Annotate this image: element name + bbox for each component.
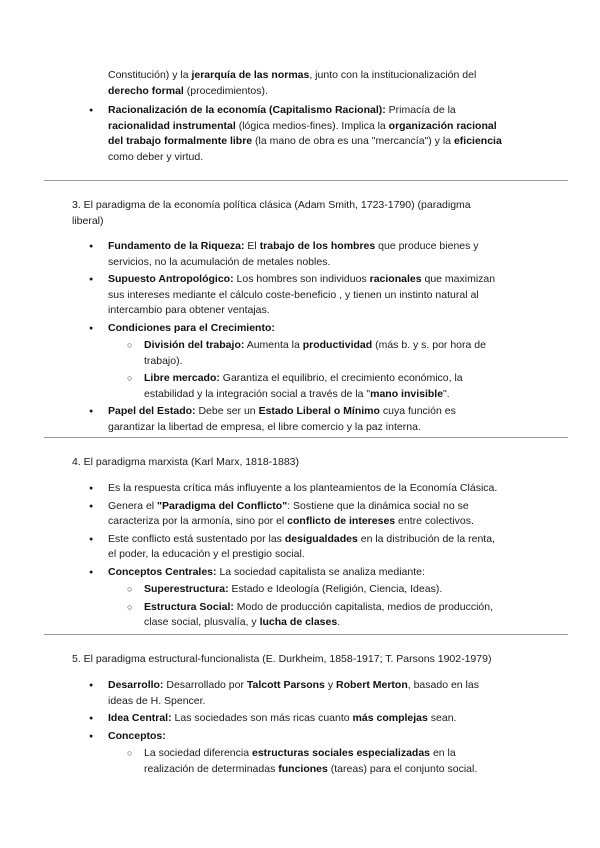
sub-bullet-item <box>144 371 520 402</box>
text: en la <box>430 747 456 759</box>
text: , basado en las <box>407 679 479 691</box>
bold-text: productividad <box>302 339 373 351</box>
bold-text: derecho formal <box>108 84 184 97</box>
text: ". <box>443 387 450 400</box>
text: La sociedad capitalista se analiza mediante: <box>216 565 425 578</box>
bold-text: Conceptos: <box>108 729 166 742</box>
text: sus intereses mediante el cálculo coste-beneficio , y tienen un instinto natural al <box>108 288 479 301</box>
section-3-heading <box>72 198 528 229</box>
text: Estado e Ideología (Religión, Ciencia, Ideas). <box>228 583 443 595</box>
text: sean. <box>427 712 457 724</box>
bold-text: conflicto de intereses <box>287 515 396 527</box>
bold-text: "Paradigma del Conflicto" <box>157 499 288 512</box>
bold-text: racionales <box>369 273 422 285</box>
bold-text: Estructura Social: <box>144 600 234 613</box>
top-continuation <box>0 68 600 165</box>
text: entre colectivos. <box>395 515 474 527</box>
sublist-item-sociedad <box>0 746 600 777</box>
heading-line: liberal) <box>72 214 104 227</box>
text: intercambio para obtener ventajas. <box>108 304 270 316</box>
text: trabajo). <box>144 354 183 367</box>
bullet-item <box>108 532 520 563</box>
bold-text: desigualdades <box>284 532 358 545</box>
text: estabilidad y la integración social a través de la " <box>144 387 371 400</box>
sub-bullet-item <box>144 746 520 777</box>
text: caracteriza por la armonía, sino por el <box>108 515 288 527</box>
list-item-estado <box>0 404 600 435</box>
text: . <box>337 616 341 628</box>
sublist-item-superestructura <box>0 582 600 598</box>
text: : Sostiene que la dinámica social no se <box>287 499 469 512</box>
text: (procedimientos). <box>183 84 268 97</box>
text: Las sociedades son más ricas cuanto <box>171 712 353 724</box>
continuation-text <box>0 68 600 99</box>
section-divider <box>44 437 568 438</box>
list-item-genera <box>0 499 600 530</box>
bold-text: Condiciones para el Crecimiento: <box>108 321 275 334</box>
bold-text: Conceptos Centrales: <box>108 565 217 578</box>
bullet-item <box>108 321 520 337</box>
bold-text: mano invisible <box>370 387 444 400</box>
bold-text: Papel del Estado: <box>108 405 196 417</box>
text: en la distribución de la renta, <box>357 532 495 545</box>
section-5-heading <box>72 652 528 668</box>
sub-bullet-item <box>144 582 520 598</box>
bullet-item <box>108 729 520 745</box>
text: el poder, la educación y el prestigio social. <box>108 548 305 560</box>
text: (tareas) para el conjunto social. <box>327 762 478 775</box>
sub-bullet-item <box>144 338 520 369</box>
text: Debe ser un <box>195 405 259 417</box>
bullet-item <box>108 404 520 435</box>
text: Primacía de la <box>385 104 456 116</box>
bold-text: Desarrollo: <box>108 679 164 691</box>
bold-text: más complejas <box>352 712 428 724</box>
bold-text: del trabajo formalmente libre <box>108 135 253 147</box>
bold-text: Fundamento de la Riqueza: <box>108 240 245 252</box>
list-item <box>0 103 600 165</box>
bold-text: Superestructura: <box>144 583 229 595</box>
section-4-heading <box>72 455 528 471</box>
list-item-riqueza <box>0 239 600 270</box>
text: La sociedad diferencia <box>144 747 252 759</box>
text: Aumenta la <box>244 339 303 351</box>
text: (más b. y s. por hora de <box>372 339 486 351</box>
bullet-item <box>108 499 520 530</box>
bold-text: lucha de clases <box>259 616 338 628</box>
bold-text: Talcott Parsons <box>246 679 325 691</box>
bullet-item <box>108 565 520 581</box>
bold-text: funciones <box>278 762 328 775</box>
bold-text: División del trabajo: <box>144 339 245 351</box>
list-item-conflicto <box>0 532 600 563</box>
text: que maximizan <box>421 273 496 285</box>
bold-text: estructuras sociales especializadas <box>252 747 431 759</box>
text: Es la respuesta crítica más influyente a los planteamientos de la Economía Clásica. <box>108 482 498 494</box>
bullet-item <box>108 678 520 709</box>
list-item-desarrollo <box>0 678 600 709</box>
bold-text: jerarquía de las normas <box>191 69 310 81</box>
bold-text: trabajo de los hombres <box>259 240 376 252</box>
text: ideas de H. Spencer. <box>108 694 206 707</box>
bold-text: Idea Central: <box>108 712 172 724</box>
bullet-item <box>108 239 520 270</box>
text: (lógica medios-fines). Implica la <box>235 119 389 132</box>
text: Desarrollado por <box>163 679 247 691</box>
text: Modo de producción capitalista, medios de producción, <box>233 600 494 613</box>
text: clase social, plusvalía, y <box>144 616 260 628</box>
bold-text: Libre mercado: <box>144 372 220 384</box>
text: (la mano de obra es una "mercancía") y la <box>252 135 454 147</box>
section-4-list <box>0 481 600 633</box>
bullet-item <box>108 711 520 727</box>
list-item-respuesta <box>0 481 600 497</box>
sublist-item-division <box>0 338 600 369</box>
list-item-conceptos <box>0 729 600 745</box>
text: El <box>244 240 260 252</box>
bold-text: Racionalización de la economía (Capitalismo Racional): <box>108 104 386 116</box>
text: que produce bienes y <box>375 240 479 252</box>
heading-line: 3. El paradigma de la economía política clásica (Adam Smith, 1723-1790) (paradigma <box>72 199 471 211</box>
text: realización de determinadas <box>144 762 279 775</box>
heading-line: 4. El paradigma marxista (Karl Marx, 1818-1883) <box>72 456 300 468</box>
text: garantizar la libertad de empresa, el libre comercio y la paz interna. <box>108 420 421 433</box>
text: Constitución) y la <box>108 69 192 81</box>
text: Garantiza el equilibrio, el crecimiento económico, la <box>219 372 463 384</box>
bold-text: Estado Liberal o Mínimo <box>258 405 380 417</box>
list-item-conceptos-centrales <box>0 565 600 581</box>
bold-text: racionalidad instrumental <box>108 119 236 132</box>
bullet-item <box>108 272 520 319</box>
list-item-condiciones <box>0 321 600 337</box>
list-item-antropologico <box>0 272 600 319</box>
bold-text: Supuesto Antropológico: <box>108 273 234 285</box>
sublist-item-estructura-social <box>0 600 600 631</box>
text: Los hombres son individuos <box>233 273 370 285</box>
sub-bullet-item <box>144 600 520 631</box>
section-divider <box>44 180 568 181</box>
heading-line: 5. El paradigma estructural-funcionalista (E. Durkheim, 1858-1917; T. Parsons 1902-1979) <box>72 653 492 665</box>
list-item-idea-central <box>0 711 600 727</box>
bold-text: Robert Merton <box>336 679 408 691</box>
text: Genera el <box>108 499 158 512</box>
bullet-item <box>108 481 520 497</box>
text: servicios, no la acumulación de metales nobles. <box>108 255 331 268</box>
section-divider <box>44 634 568 635</box>
section-3-list <box>0 239 600 437</box>
text: cuya función es <box>379 405 456 417</box>
bullet-item <box>108 103 520 165</box>
text: , junto con la institucionalización del <box>309 69 477 81</box>
text: Este conflicto está sustentado por las <box>108 532 285 545</box>
section-5-list <box>0 678 600 779</box>
text: como deber y virtud. <box>108 150 204 163</box>
sublist-item-mercado <box>0 371 600 402</box>
bold-text: organización racional <box>388 119 497 132</box>
text: y <box>324 679 336 691</box>
bold-text: eficiencia <box>453 135 502 147</box>
